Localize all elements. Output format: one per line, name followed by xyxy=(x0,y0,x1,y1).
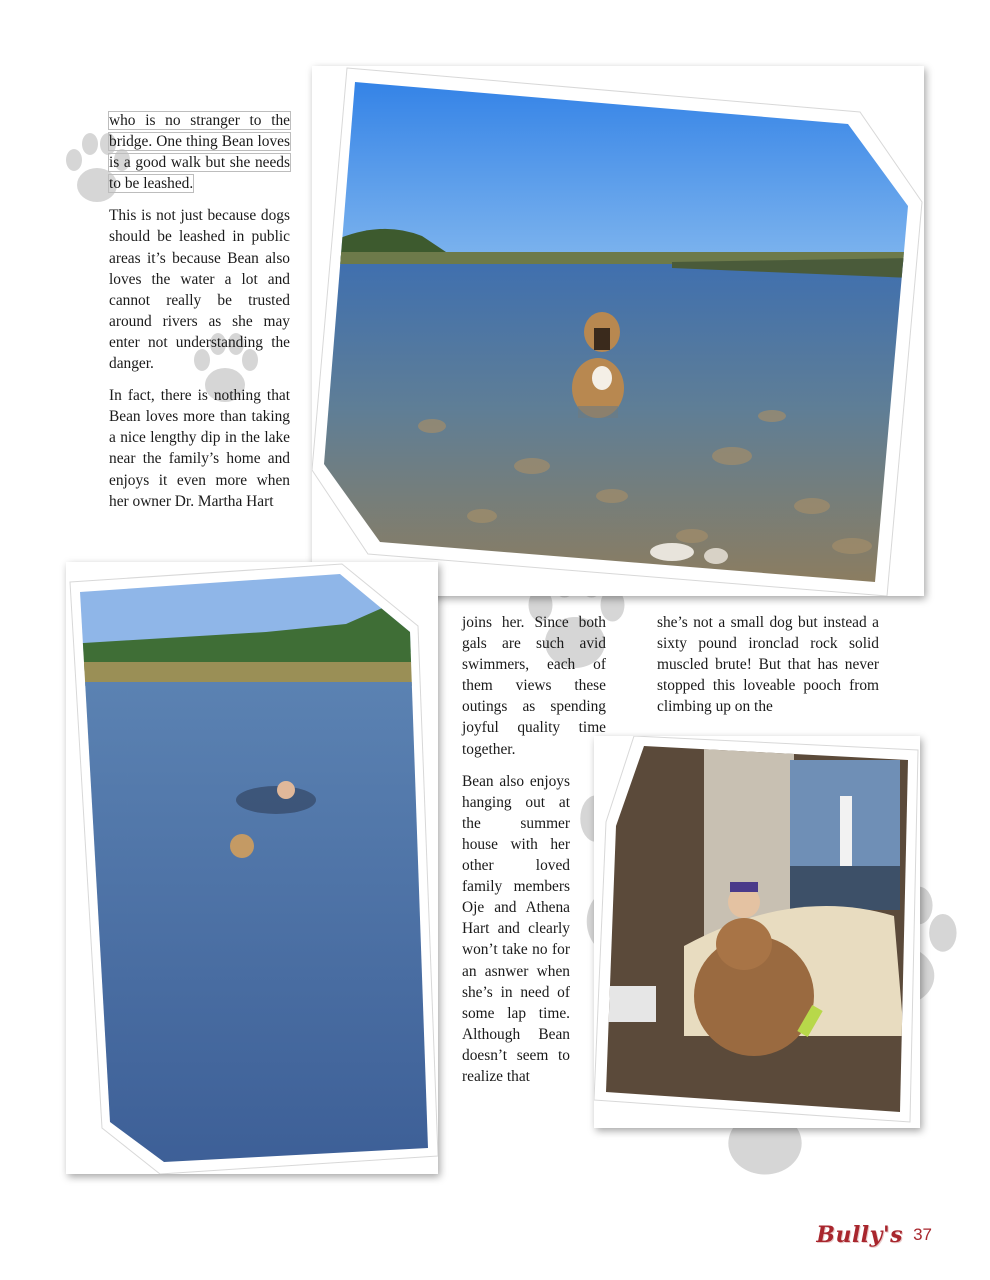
paragraph: she’s not a small dog but instead a sixty pound ironclad rock solid muscled brute! But that has never stopped this loveable pooch from climbing up on the xyxy=(657,614,879,716)
photo-dog-in-lake xyxy=(312,66,924,596)
paragraph: Bean also enjoys hanging out at the summer house with her other loved family members Oje and Athena Hart and clearly won’t take no for an asnwer when she’s in need of some lap time. Although Bean doesn’t seem to realize that xyxy=(462,772,570,1085)
photo-dog-on-lap xyxy=(594,736,920,1128)
page-number: 37 xyxy=(913,1225,932,1244)
paragraph: In fact, there is nothing that Bean loves more than taking a nice lengthy dip in the lake near the family’s home and enjoys it even more when her owner Dr. Martha Hart xyxy=(109,387,290,510)
page-footer xyxy=(816,1222,932,1248)
paragraph xyxy=(109,110,290,194)
highlighted-text: who is no stranger to the bridge. One thing Bean loves is a good walk but she needs to be leashed. xyxy=(109,112,290,193)
paragraph: joins her. Since both gals are such avid swimmers, each of them views these outings as spending joyful quality time together. xyxy=(462,614,606,758)
paragraph: This is not just because dogs should be leashed in public areas it’s because Bean also loves the water a lot and cannot really be trusted around rivers as she may enter not understanding the danger. xyxy=(109,207,290,373)
article-column-1 xyxy=(109,110,290,523)
article-column-2 xyxy=(462,612,606,1098)
article-column-3 xyxy=(657,612,879,728)
photo-swimming xyxy=(66,562,438,1174)
magazine-logo: Bully's xyxy=(816,1222,904,1248)
